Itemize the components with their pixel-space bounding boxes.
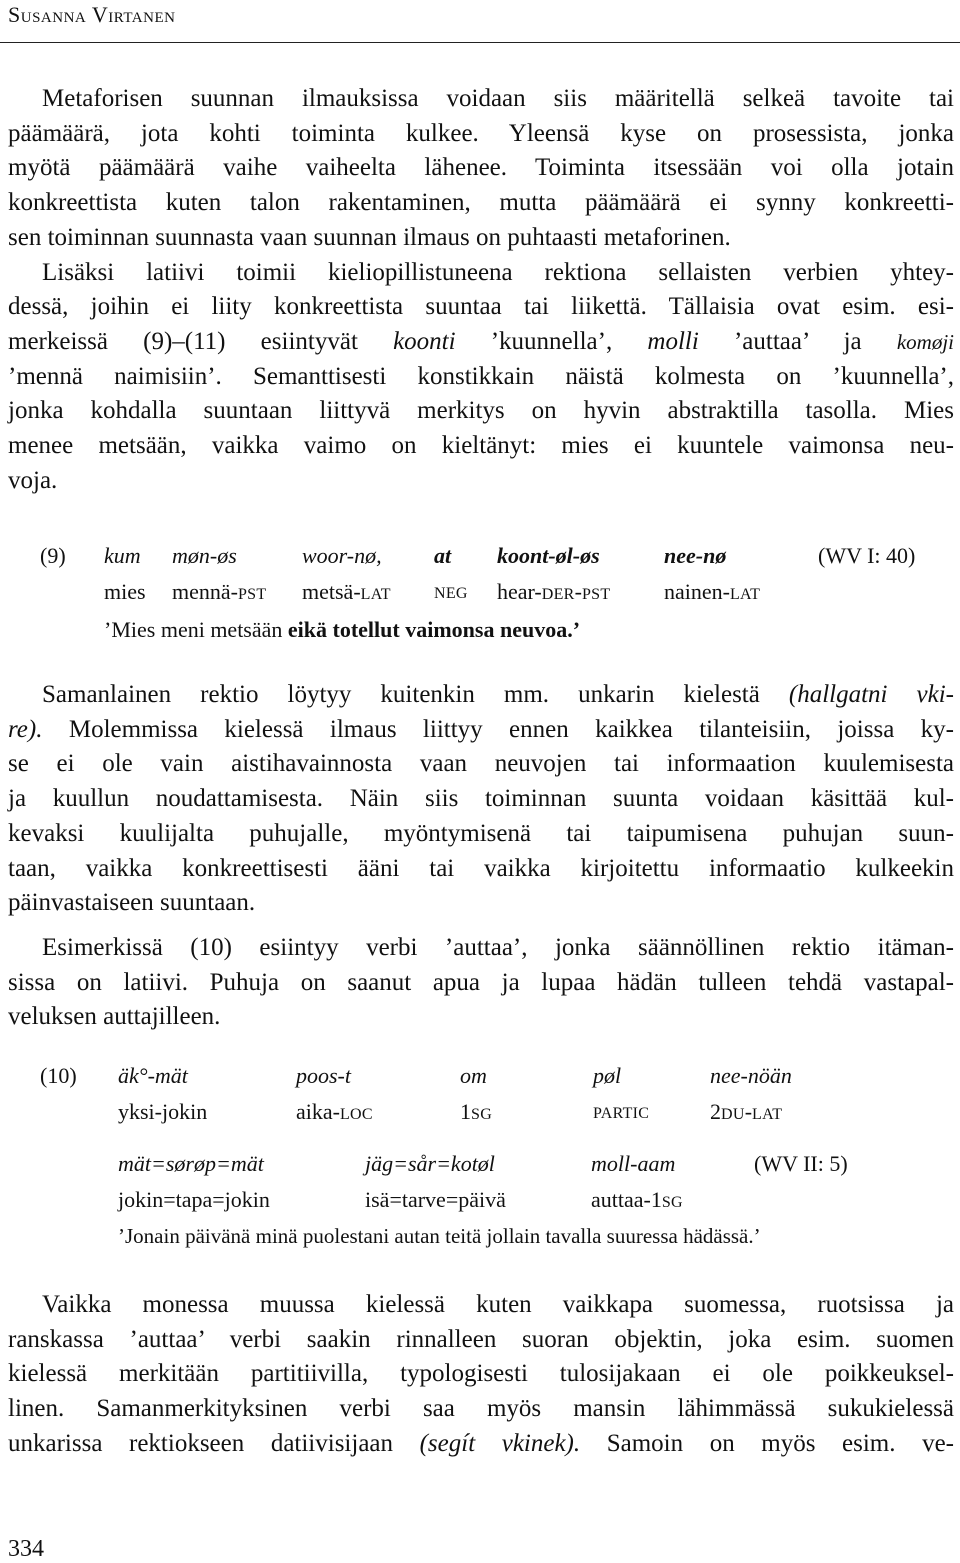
text-line: menee metsään, vaikka vaimo on kieltänyt: mies ei kuuntele vaimonsa neu-: [8, 432, 954, 460]
running-head-text: Susanna Virtanen: [8, 2, 176, 27]
gloss-separator: -: [574, 579, 582, 604]
gloss-word: äk°-mät: [118, 1063, 188, 1088]
gloss-word: pøl: [593, 1063, 622, 1088]
text-line: päämäärä, jota kohti toiminta kulkee. Yleensä kyse on prosessista, jonka: [8, 119, 954, 147]
gloss-stem: metsä-: [302, 579, 361, 604]
gloss-translation-word: [172, 574, 266, 613]
text-line: [8, 1427, 954, 1462]
gloss-translation-word: [296, 1094, 373, 1133]
example-9: [0, 538, 960, 648]
gloss-translation-word: [664, 574, 760, 613]
gloss-stem: auttaa-1: [591, 1187, 662, 1212]
paragraph-2: [8, 678, 954, 921]
text-line: ranskassa ’auttaa’ verbi saakin rinnalleen suoran objektin, joka esim. suomen: [8, 1325, 954, 1353]
text-line: Vaikka monessa muussa kielessä kuten vaikkapa suomessa, ruotsissa ja: [42, 1291, 954, 1318]
gloss-word: koont-øl-øs: [497, 543, 600, 568]
example-number: (10): [40, 1063, 77, 1088]
example-number: (9): [40, 543, 66, 568]
gloss-translation-word: NEG: [434, 585, 468, 602]
text-line: [8, 713, 954, 748]
free-translation: ’Jonain päivänä minä puolestani autan teitä jollain tavalla suuressa hädässä.’: [118, 1224, 761, 1248]
term-molli: molli: [647, 327, 699, 355]
gloss-stem: mennä-: [172, 579, 238, 604]
text-line: dessä, joihin ei liity konkreettista suuntaa tai liikettä. Tällaisia ovat esim. esi-: [8, 293, 954, 321]
text-line: kielessä merkitään partitiivilla, typologisesti tulosijakaan ei ole poikkeuksel-: [8, 1360, 954, 1388]
text-line: ja kuullun noudattamisesta. Näin siis toiminnan suunta voidaan käsittää kul-: [8, 785, 954, 813]
text-segment: Samoin on myös esim. ve-: [606, 1429, 955, 1457]
header-rule: [0, 42, 960, 43]
term-segit: (segít vkinek).: [419, 1429, 581, 1457]
gloss-translation-word: [497, 574, 610, 613]
page-number: 334: [8, 1536, 44, 1562]
gloss-stem: nainen-: [664, 579, 730, 604]
text-line: myötä päämäärä vaihe vaiheelta lähenee. Toiminta itsessään voi olla jotain: [8, 154, 954, 182]
gloss-word: møn-øs: [172, 543, 237, 568]
text-line: sen toiminnan suunnasta vaan suunnan ilmaus on puhtaasti metaforinen.: [8, 223, 731, 251]
gloss-translation-word: [302, 574, 391, 613]
gloss-separator: -: [744, 1099, 753, 1124]
gloss-translation-word: PARTIC: [593, 1105, 650, 1122]
paragraph-4: [8, 1288, 954, 1462]
paragraph-3: [8, 931, 954, 1035]
gloss-word: mät=sørøp=mät: [118, 1151, 264, 1176]
text-segment: Molemmissa kielessä ilmaus liittyy ennen kaikkea tilanteisiin, joissa ky-: [68, 715, 954, 743]
running-head: [8, 2, 175, 28]
gloss-translation-word: [460, 1094, 492, 1133]
text-line: Esimerkissä (10) esiintyy verbi ’auttaa’, jonka säännöllinen rektio itäman-: [42, 934, 954, 961]
gloss-tag: LOC: [339, 1106, 373, 1123]
text-line: Lisäksi latiivi toimii kieliopillistuneena rektiona sellaisten verbien yhtey-: [42, 258, 954, 286]
gloss-tag: PST: [581, 586, 611, 603]
gloss-word: at: [434, 543, 452, 568]
gloss-stem: aika-: [296, 1099, 340, 1124]
text-line: ’mennä naimisiin’. Semanttisesti konstikkain näistä kolmesta on ’kuunnella’,: [8, 362, 954, 390]
gloss-word: poos-t: [296, 1063, 351, 1088]
gloss-word: kum: [104, 543, 141, 568]
text-segment: unkarissa rektiokseen datiivisijaan: [8, 1429, 394, 1457]
term-koonti: koonti: [393, 327, 456, 355]
gloss-stem: hear-: [497, 579, 542, 604]
text-segment: merkeissä (9)–(11) esiintyvät: [8, 327, 358, 355]
gloss-tag: DU: [721, 1106, 745, 1123]
gloss-word: moll-aam: [591, 1151, 676, 1176]
gloss-tag: LAT: [752, 1106, 783, 1123]
text-line: sissa on latiivi. Puhuja on saanut apua ja lupaa hädän tulleen tehdä vastapal-: [8, 968, 954, 996]
example-10: [0, 1058, 960, 1258]
gloss-word: nee-nöän: [710, 1063, 792, 1088]
text-line: [8, 325, 954, 360]
text-line: linen. Samanmerkityksinen verbi saa myös mansin lähimmässä sukukielessä: [8, 1395, 954, 1423]
text-line: voja.: [8, 466, 58, 494]
text-segment: ’kuunnella’,: [490, 327, 613, 355]
text-line: [8, 678, 954, 713]
gloss-word: woor-nø,: [302, 543, 382, 568]
gloss-tag: PST: [237, 586, 267, 603]
example-source: (WV II: 5): [754, 1151, 848, 1176]
term-hallgatni: (hallgatni vki-: [788, 681, 954, 708]
term-komoji: komøji: [896, 329, 954, 354]
gloss-word: nee-nø: [664, 543, 727, 568]
gloss-stem: 2: [710, 1099, 721, 1124]
gloss-word: jäg=sår=kotøl: [365, 1151, 495, 1176]
gloss-stem: 1: [460, 1099, 471, 1124]
text-line: kevaksi kuulijalta puhujalle, myöntymisenä tai taipumisena puhujan suun-: [8, 819, 954, 847]
gloss-translation-word: mies: [104, 579, 146, 604]
text-line: taan, vaikka konkreettisesti ääni tai vaikka kirjoitettu informaatio kulkeekin: [8, 854, 954, 882]
text-line: konkreettista kuten talon rakentaminen, mutta päämäärä ei synny konkreetti-: [8, 189, 954, 217]
text-segment: ’auttaa’ ja: [733, 327, 862, 355]
text-line: Metaforisen suunnan ilmauksissa voidaan siis määritellä selkeä tavoite tai: [42, 85, 954, 112]
example-source: (WV I: 40): [818, 543, 916, 568]
gloss-translation-word: jokin=tapa=jokin: [118, 1187, 270, 1212]
text-segment: Samanlainen rektio löytyy kuitenkin mm. unkarin kielestä: [42, 681, 760, 708]
gloss-tag: SG: [471, 1106, 493, 1123]
term-hallgatni-end: re).: [8, 715, 43, 743]
text-line: se ei ole vain aistihavainnosta vaan neuvojen tai informaation kuulemisesta: [8, 750, 954, 778]
gloss-tag: LAT: [360, 586, 391, 603]
paragraph-1: [8, 82, 954, 498]
translation-part: ’Mies meni metsään: [104, 617, 283, 642]
gloss-word: om: [460, 1063, 487, 1088]
text-line: päinvastaiseen suuntaan.: [8, 889, 256, 917]
gloss-translation-word: [710, 1094, 782, 1133]
gloss-tag: LAT: [729, 586, 761, 603]
translation-emphasis: eikä totellut vaimonsa neuvoa.’: [287, 617, 581, 642]
gloss-translation-word: [591, 1182, 683, 1221]
gloss-translation-word: yksi-jokin: [118, 1099, 208, 1124]
text-line: jonka kohdalla suuntaan liittyvä merkitys on hyvin abstraktilla tasolla. Mies: [8, 397, 954, 425]
gloss-translation-word: isä=tarve=päivä: [365, 1187, 506, 1212]
gloss-tag: DER: [541, 586, 575, 603]
free-translation: [104, 612, 580, 648]
gloss-tag: SG: [661, 1194, 683, 1211]
text-line: veluksen auttajilleen.: [8, 1003, 221, 1031]
